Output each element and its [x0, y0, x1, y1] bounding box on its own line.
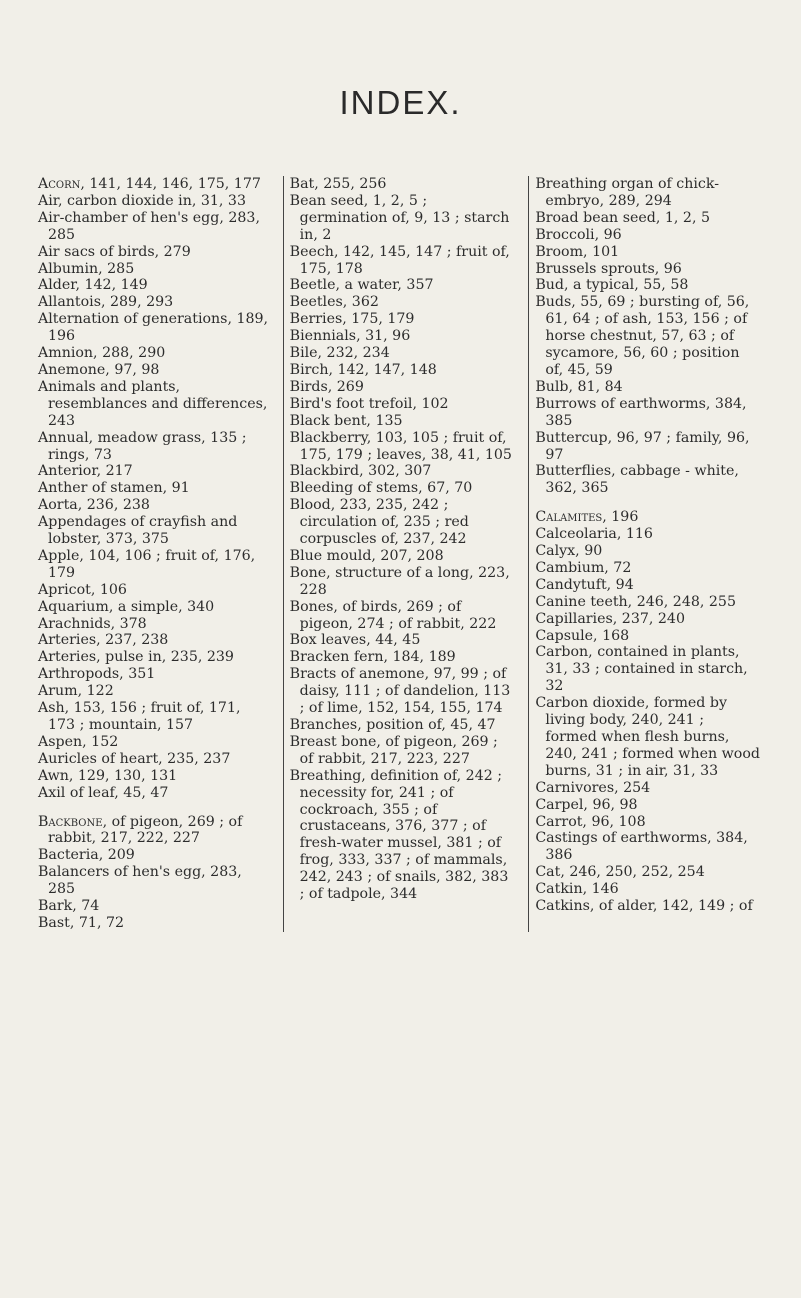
index-entry: [535, 463, 760, 497]
index-entry: [38, 497, 269, 514]
index-entry-text: Arum, 122: [38, 683, 114, 700]
index-entry: [38, 864, 269, 898]
index-columns: [38, 176, 760, 932]
index-entry-text: Bulb, 81, 84: [535, 378, 623, 395]
index-entry: [535, 294, 760, 379]
index-entry-text: Bleeding of stems, 67, 70: [289, 480, 473, 497]
index-entry: [535, 577, 760, 594]
index-entry-text: Bean seed, 1, 2, 5 ; germination of, 9, 13 ; starch in, 2: [289, 192, 510, 243]
index-entry-text: Bone, structure of a long, 223, 228: [289, 564, 510, 598]
index-entry-text: Breast bone, of pigeon, 269 ; of rabbit, 217, 223, 227: [289, 733, 498, 767]
index-entry-text: Albumin, 285: [38, 260, 135, 277]
index-entry-text: Anther of stamen, 91: [38, 480, 190, 497]
index-entry-text: Candytuft, 94: [535, 576, 634, 593]
index-entry: [38, 345, 269, 362]
index-entry-text: Bast, 71, 72: [38, 914, 125, 931]
index-entry-text: Annual, meadow grass, 135 ; rings, 73: [38, 429, 247, 463]
index-entry-text: Cambium, 72: [535, 559, 632, 576]
index-entry: [535, 560, 760, 577]
index-entry: [290, 480, 515, 497]
index-entry-text: Birds, 269: [289, 378, 364, 395]
index-entry-text: Capillaries, 237, 240: [535, 610, 685, 627]
index-entry-text: , 141, 144, 146, 175, 177: [80, 176, 261, 192]
index-entry: [290, 396, 515, 413]
index-entry-text: Arteries, 237, 238: [38, 632, 169, 649]
index-entry-text: Axil of leaf, 45, 47: [38, 784, 169, 801]
index-entry-text: Beech, 142, 145, 147 ; fruit of, 175, 178: [289, 243, 510, 277]
index-entry: [535, 814, 760, 831]
index-entry: [290, 244, 515, 278]
index-entry-text: Buds, 55, 69 ; bursting of, 56, 61, 64 ; of ash, 153, 156 ; of horse chestnut, 57, 63 ; of sycamore, 56, 60 ; position of, 45, 59: [535, 294, 750, 378]
index-entry-text: Catkins, of alder, 142, 149 ; of: [535, 898, 753, 915]
index-entry: [535, 543, 760, 560]
index-entry: [290, 193, 515, 244]
index-entry-text: Broom, 101: [535, 243, 620, 260]
index-entry: [38, 915, 269, 932]
index-entry: [38, 632, 269, 649]
index-entry-text: , 196: [602, 509, 639, 526]
index-column-3: [528, 176, 760, 932]
index-entry: [535, 864, 760, 881]
index-entry: [290, 734, 515, 768]
index-entry: [38, 379, 269, 430]
index-entry: [290, 413, 515, 430]
index-entry-text: Blue mould, 207, 208: [289, 547, 444, 564]
index-entry-text: Carbon, contained in plants, 31, 33 ; contained in starch, 32: [535, 644, 748, 695]
index-entry-text: Aspen, 152: [38, 733, 119, 750]
index-entry: [290, 379, 515, 396]
index-entry-text: Cat, 246, 250, 252, 254: [535, 864, 705, 881]
index-entry-text: Aorta, 236, 238: [38, 497, 150, 514]
index-entry-text: Apricot, 106: [38, 581, 127, 598]
index-entry-text: Breathing organ of chick-embryo, 289, 294: [535, 176, 720, 209]
index-entry: [290, 632, 515, 649]
index-entry-text: Arteries, pulse in, 235, 239: [38, 649, 234, 666]
index-entry-text: Birch, 142, 147, 148: [289, 361, 437, 378]
index-entry: [38, 514, 269, 548]
index-entry: [38, 898, 269, 915]
index-entry-text: Anemone, 97, 98: [38, 361, 160, 378]
index-column-2: [283, 176, 515, 932]
index-entry-text: Beetles, 362: [289, 294, 379, 311]
index-entry-text: Calyx, 90: [535, 543, 603, 560]
index-entry-text: Breathing, definition of, 242 ; necessity for, 241 ; of cockroach, 355 ; of crustaceans, 376, 377 ; of fresh-water mussel, 381 ; of frog, 333, 337 ; of mammals, 242, 243 ; of snails, 382, 383 ; of tadpole, 344: [289, 767, 509, 903]
index-entry: [535, 227, 760, 244]
index-entry-lead: Calamites: [535, 509, 603, 526]
index-entry-text: Carbon dioxide, formed by living body, 240, 241 ; formed when flesh burns, 240, 241 ; formed when wood burns, 31 ; in air, 31, 33: [535, 695, 760, 779]
index-entry-text: Balancers of hen's egg, 283, 285: [38, 864, 242, 898]
index-entry: [535, 695, 760, 780]
index-entry: [38, 847, 269, 864]
index-entry-text: Biennials, 31, 96: [289, 328, 411, 345]
index-entry: [38, 768, 269, 785]
index-entry-text: Branches, position of, 45, 47: [289, 717, 496, 733]
index-entry: [535, 797, 760, 814]
index-entry-text: Butterflies, cabbage - white, 362, 365: [535, 463, 739, 497]
index-entry: [38, 362, 269, 379]
index-entry-text: Ash, 153, 156 ; fruit of, 171, 173 ; mountain, 157: [38, 700, 241, 733]
index-entry-text: Box leaves, 44, 45: [289, 632, 421, 649]
index-entry: [38, 261, 269, 278]
index-entry-text: Burrows of earthworms, 384, 385: [535, 395, 747, 429]
index-entry: [290, 176, 515, 193]
index-entry: [535, 830, 760, 864]
index-entry-text: Calceolaria, 116: [535, 526, 653, 543]
index-entry-text: Blackbird, 302, 307: [289, 463, 432, 480]
index-entry: [535, 594, 760, 611]
index-entry: [38, 277, 269, 294]
index-entry-text: Capsule, 168: [535, 627, 630, 644]
index-entry-text: Anterior, 217: [38, 463, 133, 480]
index-entry: [535, 526, 760, 543]
index-entry: [535, 881, 760, 898]
index-entry-text: Canine teeth, 246, 248, 255: [535, 593, 736, 610]
index-entry-text: Arachnids, 378: [38, 615, 147, 632]
index-entry-text: Brussels sprouts, 96: [535, 260, 682, 277]
index-entry-lead: Acorn: [38, 176, 81, 192]
index-entry-text: Castings of earthworms, 384, 386: [535, 830, 748, 864]
index-entry-text: Blackberry, 103, 105 ; fruit of, 175, 179 ; leaves, 38, 41, 105: [289, 429, 512, 463]
index-entry-text: Allantois, 289, 293: [38, 294, 174, 311]
index-entry: [290, 768, 515, 903]
index-entry: [38, 176, 269, 193]
index-entry: [290, 463, 515, 480]
index-entry: [38, 683, 269, 700]
index-entry: [535, 176, 760, 210]
index-entry: [38, 814, 269, 848]
index-entry: [290, 294, 515, 311]
index-entry-text: Awn, 129, 130, 131: [38, 767, 178, 784]
index-entry: [290, 548, 515, 565]
index-entry: [535, 277, 760, 294]
index-entry: [290, 328, 515, 345]
index-entry: [38, 311, 269, 345]
index-entry-text: Bracken fern, 184, 189: [289, 649, 456, 666]
index-entry: [38, 193, 269, 210]
index-entry-text: Buttercup, 96, 97 ; family, 96, 97: [535, 429, 750, 463]
index-entry: [290, 565, 515, 599]
index-entry: [38, 649, 269, 666]
index-entry: [38, 582, 269, 599]
index-entry: [535, 244, 760, 261]
index-entry-text: Amnion, 288, 290: [38, 345, 166, 362]
index-entry-text: Alternation of generations, 189, 196: [38, 311, 269, 345]
index-entry-text: Beetle, a water, 357: [289, 277, 434, 294]
index-entry-text: Animals and plants, resemblances and differences, 243: [38, 378, 268, 429]
index-entry: [535, 898, 760, 915]
index-entry: [535, 628, 760, 645]
index-entry: [38, 294, 269, 311]
index-entry: [290, 497, 515, 548]
index-entry: [535, 430, 760, 464]
index-entry-text: Appendages of crayfish and lobster, 373, 375: [38, 514, 238, 548]
index-entry-text: , of pigeon, 269 ; of rabbit, 217, 222, 227: [48, 813, 243, 847]
index-entry: [290, 345, 515, 362]
index-entry-lead: Backbone: [38, 813, 103, 830]
index-entry-text: Air-chamber of hen's egg, 283, 285: [38, 209, 260, 243]
index-entry-text: Bat, 255, 256: [289, 176, 387, 192]
index-entry: [38, 700, 269, 734]
index-entry: [38, 666, 269, 683]
index-entry-text: Berries, 175, 179: [289, 311, 415, 328]
index-entry: [290, 311, 515, 328]
index-entry-text: Blood, 233, 235, 242 ; circulation of, 235 ; red corpuscles of, 237, 242: [289, 497, 469, 548]
index-entry-text: Apple, 104, 106 ; fruit of, 176, 179: [38, 547, 256, 581]
index-entry-text: Aquarium, a simple, 340: [38, 598, 215, 615]
index-column-1: [38, 176, 269, 932]
index-entry: [38, 430, 269, 464]
index-entry: [535, 644, 760, 695]
index-entry-text: Alder, 142, 149: [38, 277, 148, 294]
index-entry: [290, 430, 515, 464]
index-entry: [535, 396, 760, 430]
index-entry: [38, 463, 269, 480]
index-entry-text: Bile, 232, 234: [289, 345, 390, 362]
index-entry: [535, 780, 760, 797]
index-entry: [535, 611, 760, 628]
index-entry-text: Catkin, 146: [535, 881, 619, 898]
index-entry: [535, 261, 760, 278]
index-entry-text: Bud, a typical, 55, 58: [535, 277, 689, 294]
index-entry-text: Carpel, 96, 98: [535, 796, 638, 813]
index-entry-text: Air, carbon dioxide in, 31, 33: [38, 192, 246, 209]
index-entry: [38, 734, 269, 751]
index-entry: [38, 548, 269, 582]
page-title: INDEX.: [339, 84, 462, 121]
index-entry: [38, 210, 269, 244]
index-entry: [290, 599, 515, 633]
index-entry: [290, 362, 515, 379]
index-entry-text: Carnivores, 254: [535, 779, 651, 796]
index-entry: [290, 649, 515, 666]
index-entry: [38, 599, 269, 616]
index-entry-text: Air sacs of birds, 279: [38, 243, 191, 260]
index-entry: [290, 666, 515, 717]
index-entry: [535, 210, 760, 227]
index-entry: [38, 480, 269, 497]
index-entry-text: Bracts of anemone, 97, 99 ; of daisy, 111 ; of dandelion, 113 ; of lime, 152, 154, 155, 174: [289, 666, 511, 717]
index-entry-text: Bones, of birds, 269 ; of pigeon, 274 ; of rabbit, 222: [289, 598, 497, 632]
index-entry-text: Broad bean seed, 1, 2, 5: [535, 209, 710, 226]
index-entry: [38, 785, 269, 802]
index-entry: [38, 244, 269, 261]
index-entry-text: Auricles of heart, 235, 237: [38, 750, 231, 767]
index-entry: [290, 277, 515, 294]
index-entry-text: Bird's foot trefoil, 102: [289, 395, 449, 412]
index-entry: [38, 616, 269, 633]
index-entry: [38, 751, 269, 768]
index-entry: [535, 379, 760, 396]
index-entry-text: Black bent, 135: [289, 412, 403, 429]
index-entry: [535, 509, 760, 526]
index-entry: [290, 717, 515, 734]
index-entry-text: Bacteria, 209: [38, 847, 135, 864]
index-entry-text: Carrot, 96, 108: [535, 813, 646, 830]
index-entry-text: Arthropods, 351: [38, 666, 156, 683]
index-entry-text: Bark, 74: [38, 898, 100, 915]
index-entry-text: Broccoli, 96: [535, 226, 622, 243]
